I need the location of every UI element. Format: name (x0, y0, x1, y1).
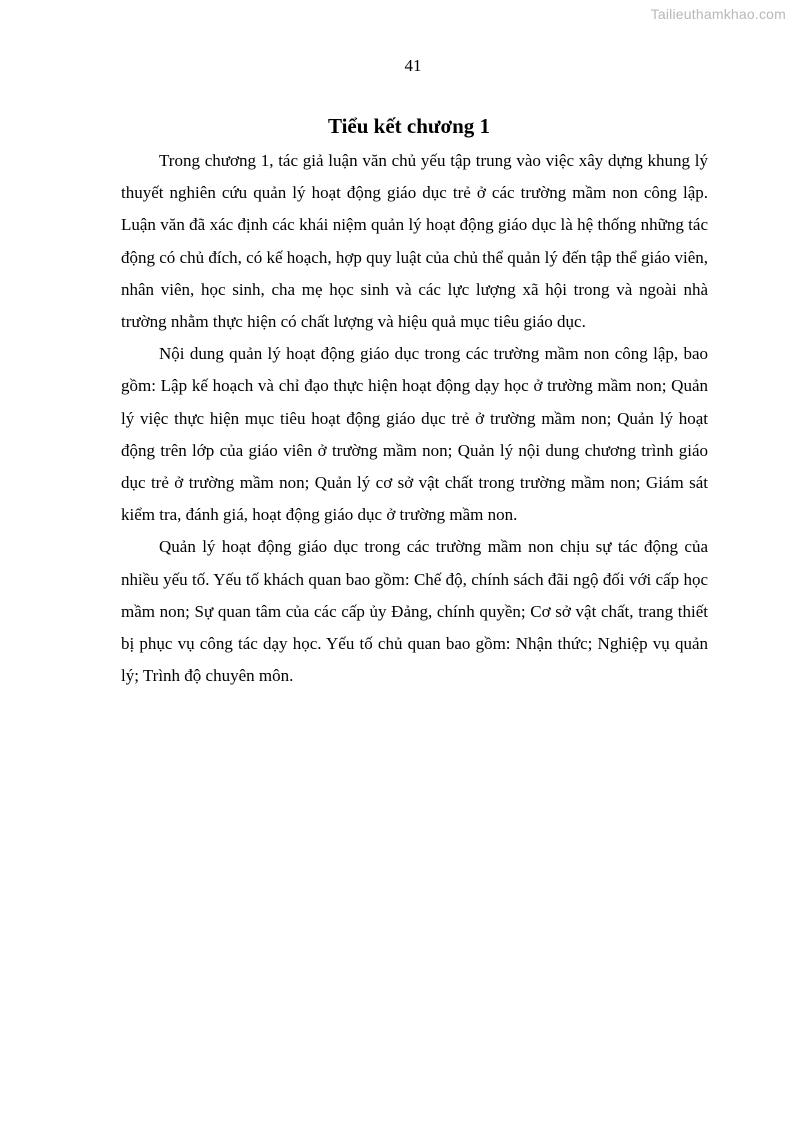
chapter-summary-title: Tiểu kết chương 1 (327, 114, 491, 138)
watermark: Tailieuthamkhao.com (650, 6, 786, 22)
page-number: 41 (404, 56, 422, 75)
paragraph-1: Trong chương 1, tác giả luận văn chủ yếu tập trung vào việc xây dựng khung lý thuyết nghiên cứu quản lý hoạt động giáo dục trẻ ở các trường mầm non công lập. Luận văn đã xác định các khái niệm quản lý hoạt động giáo dục là hệ thống những tác động có chủ đích, có kế hoạch, hợp quy luật của chủ thể quản lý đến tập thể giáo viên, nhân viên, học sinh, cha mẹ học sinh và các lực lượng xã hội trong và ngoài nhà trường nhằm thực hiện có chất lượng và hiệu quả mục tiêu giáo dục. (121, 151, 708, 332)
paragraph-3: Quản lý hoạt động giáo dục trong các trường mầm non chịu sự tác động của nhiều yếu tố. Yếu tố khách quan bao gồm: Chế độ, chính sách đãi ngộ đối với cấp học mầm non; Sự quan tâm của các cấp ủy Đảng, chính quyền; Cơ sở vật chất, trang thiết bị phục vụ công tác dạy học. Yếu tố chủ quan bao gồm: Nhận thức; Nghiệp vụ quản lý; Trình độ chuyên môn. (121, 537, 708, 686)
body-text (121, 145, 708, 692)
paragraph-2: Nội dung quản lý hoạt động giáo dục trong các trường mầm non công lập, bao gồm: Lập kế hoạch và chỉ đạo thực hiện hoạt động dạy học ở trường mầm non; Quản lý việc thực hiện mục tiêu hoạt động giáo dục trẻ ở trường mầm non; Quản lý hoạt động trên lớp của giáo viên ở trường mầm non; Quản lý nội dung chương trình giáo dục trẻ ở trường mầm non; Quản lý cơ sở vật chất trong trường mầm non; Giám sát kiểm tra, đánh giá, hoạt động giáo dục ở trường mầm non. (121, 344, 708, 525)
